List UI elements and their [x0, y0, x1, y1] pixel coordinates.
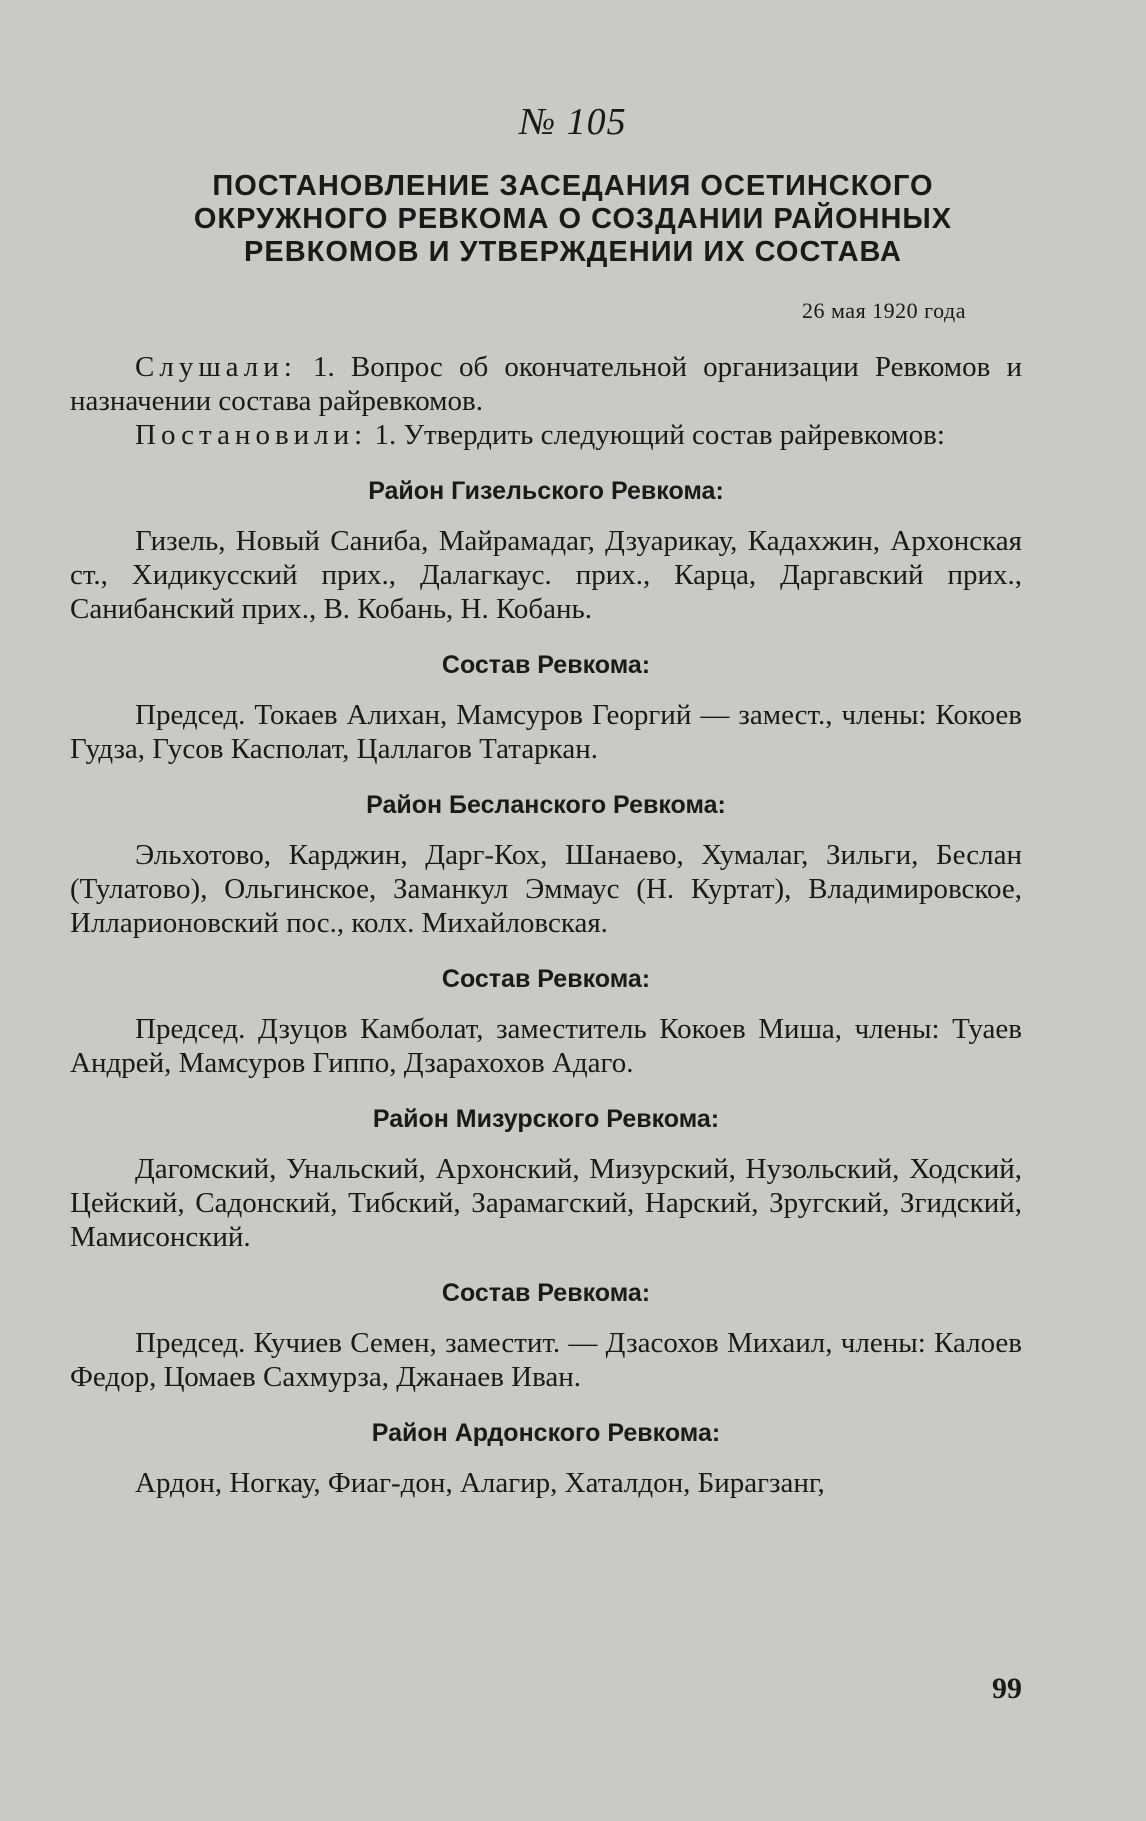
ardon-villages: Ардон, Ногкау, Фиаг-дон, Алагир, Хаталдон, Бирагзанг, — [135, 1467, 825, 1499]
resolved-label: Постановили: — [135, 419, 368, 451]
section-heading-mizur: Район Мизурского Ревкома: — [372, 1105, 720, 1133]
document-date: 26 мая 1920 года — [802, 298, 966, 323]
title-line-3: РЕВКОМОВ И УТВЕРЖДЕНИИ ИХ СОСТАВА — [244, 236, 902, 268]
section-heading-mizur-staff: Состав Ревкома: — [441, 1279, 651, 1307]
section-heading-ardon: Район Ардонского Ревкома: — [371, 1419, 721, 1447]
gizel-staff: Председ. Токаев Алихан, Мамсуров Георгий — замест., члены: Кокоев Гудза, Гусов Касполат, Цаллагов Татаркан. — [70, 699, 1022, 765]
heard-label: Слушали: — [135, 351, 297, 383]
gizel-villages: Гизель, Новый Саниба, Майрамадаг, Дзуарикау, Кадахжин, Архонская ст., Хидикусский прих., Далагкаус. прих., Карца, Даргавский прих., Санибанский прих., В. Кобань, Н. Кобань. — [70, 525, 1022, 625]
title-line-2: ОКРУЖНОГО РЕВКОМА О СОЗДАНИИ РАЙОННЫХ — [193, 203, 953, 235]
section-heading-gizel-staff: Состав Ревкома: — [441, 651, 651, 679]
title-line-1: ПОСТАНОВЛЕНИЕ ЗАСЕДАНИЯ ОСЕТИНСКОГО — [212, 170, 934, 202]
document-number: № 105 — [519, 101, 627, 143]
heard-text: 1. Вопрос об окончательной организации Ревкомов и назначении состава райревкомов. — [70, 351, 1022, 417]
document-title — [100, 170, 1046, 269]
page-number: 99 — [992, 1672, 1022, 1705]
section-heading-gizel: Район Гизельского Ревкома: — [368, 477, 724, 505]
resolved-paragraph — [70, 418, 1022, 452]
heard-paragraph — [70, 350, 1022, 418]
section-heading-beslan-staff: Состав Ревкома: — [441, 965, 651, 993]
beslan-staff: Председ. Дзуцов Камболат, заместитель Кокоев Миша, члены: Туаев Андрей, Мамсуров Гиппо, Дзарахохов Адаго. — [70, 1013, 1022, 1079]
resolved-text: 1. Утвердить следующий состав райревкомов: — [367, 419, 945, 451]
beslan-villages: Эльхотово, Карджин, Дарг-Кох, Шанаево, Хумалаг, Зильги, Беслан (Тулатово), Ольгинское, Заманкул Эммаус (Н. Куртат), Владимировское, Илларионовский пос., колх. Михайловская. — [70, 839, 1022, 939]
mizur-villages: Дагомский, Унальский, Архонский, Мизурский, Нузольский, Ходский, Цейский, Садонский, Тибский, Зарамагский, Нарский, Зругский, Згидский, Мамисонский. — [70, 1153, 1022, 1253]
document-body — [70, 350, 1022, 1500]
mizur-staff: Председ. Кучиев Семен, заместит. — Дзасохов Михаил, члены: Калоев Федор, Цомаев Сахмурза, Джанаев Иван. — [70, 1327, 1022, 1393]
section-heading-beslan: Район Бесланского Ревкома: — [366, 791, 726, 819]
